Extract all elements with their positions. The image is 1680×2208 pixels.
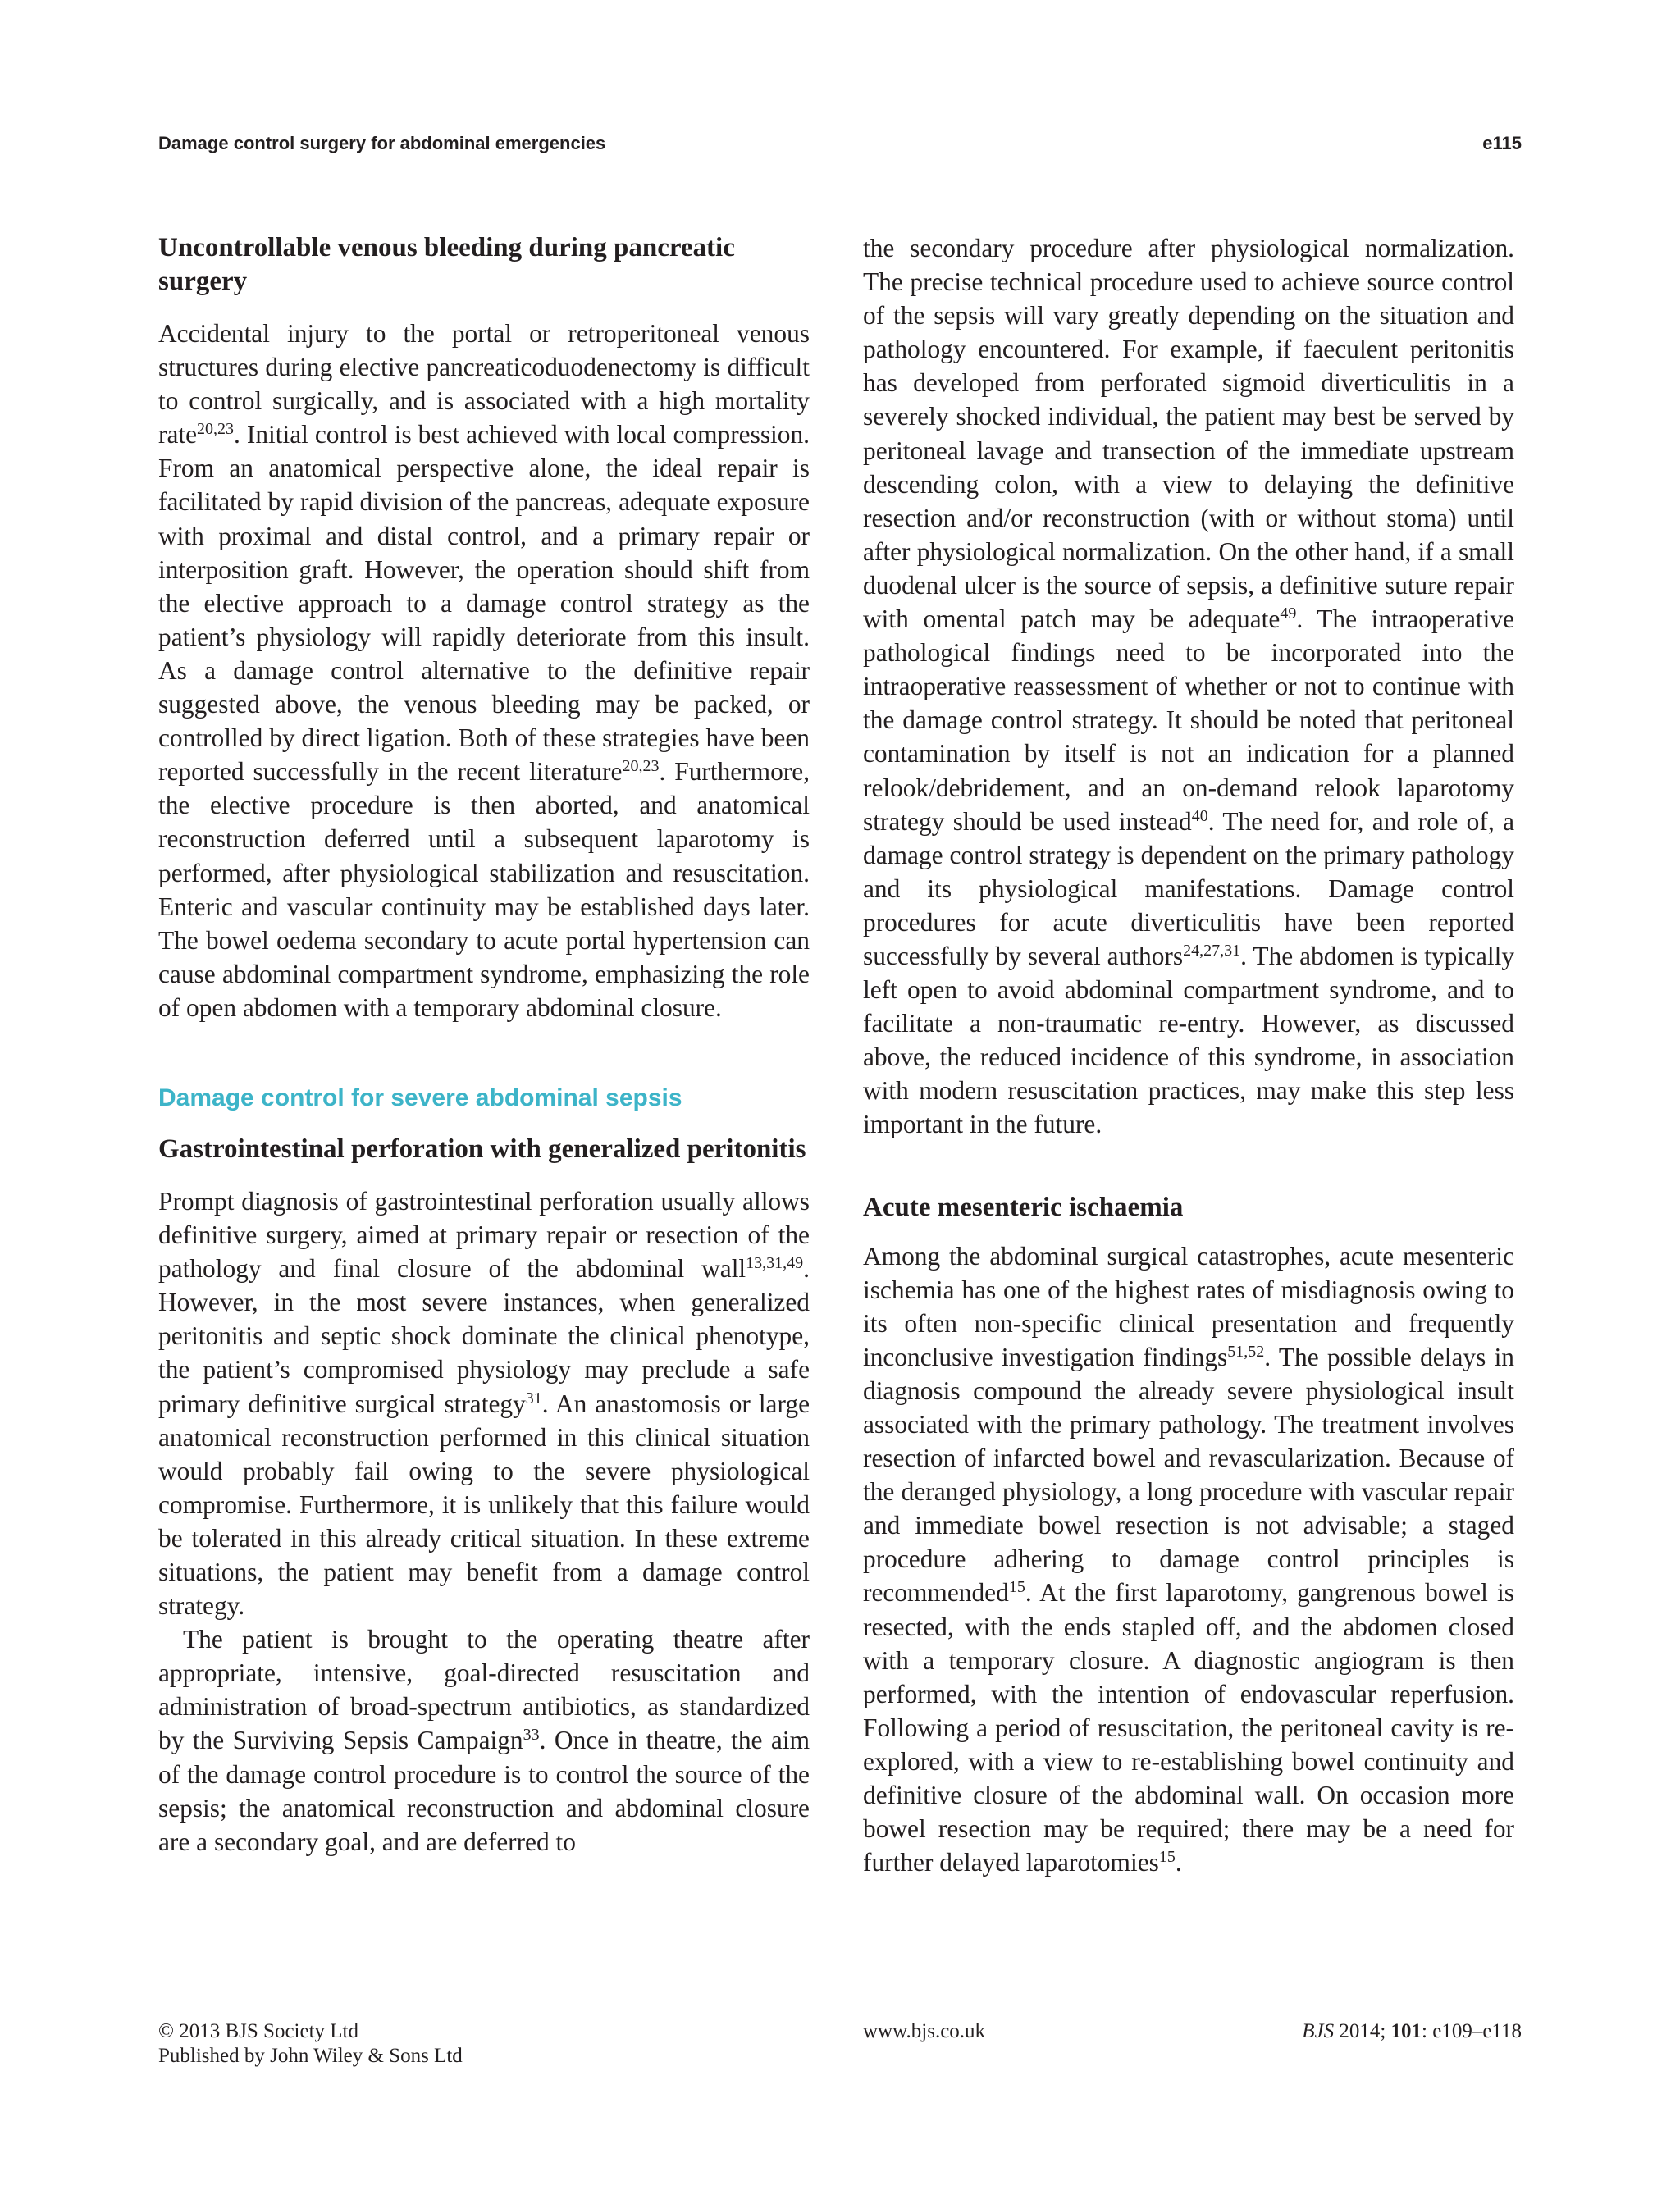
journal-year: 2014 bbox=[1339, 2020, 1381, 2042]
heading-gi-perforation: Gastrointestinal perforation with generalized peritonitis bbox=[158, 1134, 806, 1164]
right-column bbox=[863, 231, 1514, 1879]
journal-volume: 101 bbox=[1390, 2020, 1422, 2042]
paragraph-gi-perforation-1: Prompt diagnosis of gastrointestinal perforation usually allows definitive surgery, aimed at primary repair or resection of the pathology and final closure of the abdominal wall$^{13,31,49}$. However, in the most severe instances, when generalized peritonitis and septic shock dominate the clinical phenotype, the patient’s compromised physiology may preclude a safe primary definitive surgical strategy$^{31}$. An anastomosis or large anatomical reconstruction performed in this clinical situation would probably fail owing to the severe physiological compromise. Furthermore, it is unlikely that this failure would be tolerated in this already critical situation. In these extreme situations, the patient may benefit from a damage control strategy. bbox=[158, 1186, 810, 1621]
heading-venous-bleeding: Uncontrollable venous bleeding during pancreatic surgery bbox=[158, 233, 735, 296]
page-number: e115 bbox=[1482, 133, 1522, 153]
citation: 49 bbox=[1280, 604, 1297, 623]
paragraph-gi-perforation-2: The patient is brought to the operating theatre after appropriate, intensive, goal-directed resuscitation and administration of broad-spectrum antibiotics, as standardized by the Surviving Sepsis Campaign$^{33}$. Once in theatre, the aim of the damage control procedure is to control the source of the sepsis; the anatomical reconstruction and abdominal closure are a secondary goal, and are deferred to bbox=[158, 1625, 810, 1856]
citation: 24,27,31 bbox=[1183, 941, 1241, 960]
citation: 31 bbox=[525, 1389, 542, 1407]
journal-pages: e109–e118 bbox=[1432, 2020, 1522, 2042]
footer-copyright bbox=[158, 2019, 463, 2069]
citation: 40 bbox=[1191, 806, 1208, 825]
paragraph-mesenteric-ischaemia: Among the abdominal surgical catastrophes, acute mesenteric ischemia has one of the highest rates of misdiagnosis owing to its often non-specific clinical presentation and frequently inconclusive investigation findings$^{51,52}$. The possible delays in diagnosis compound the already severe physiological insult associated with the primary pathology. The treatment involves resection of infarcted bowel and revascularization. Because of the deranged physiology, a long procedure with vascular repair and immediate bowel resection is not advisable; a staged procedure adhering to damage control principles is recommended$^{15}$. At the first laparotomy, gangrenous bowel is resected, with the ends stapled off, and the abdomen closed with a temporary closure. A diagnostic angiogram is then performed, with the intention of endovascular reperfusion. Following a period of resuscitation, the peritoneal cavity is re-explored, with a view to re-establishing bowel continuity and definitive closure of the abdominal wall. On occasion more bowel resection may be required; there may be a need for further delayed laparotomies$^{15}$. bbox=[863, 1241, 1514, 1877]
heading-mesenteric-ischaemia: Acute mesenteric ischaemia bbox=[863, 1192, 1184, 1222]
running-head-title: Damage control surgery for abdominal emergencies bbox=[158, 133, 606, 153]
journal-name: BJS bbox=[1302, 2020, 1335, 2042]
citation: 15 bbox=[1158, 1848, 1176, 1867]
copyright-text: © 2013 BJS Society Ltd bbox=[158, 2020, 359, 2042]
citation: 15 bbox=[1008, 1578, 1025, 1597]
citation: 13,31,49 bbox=[746, 1254, 804, 1273]
footer-citation: BJS 2014; 101: e109–e118 bbox=[1302, 2020, 1522, 2042]
paragraph-source-control: the secondary procedure after physiological normalization. The precise technical procedure used to achieve source control of the sepsis will vary greatly depending on the situation and pathology encountered. For example, if faeculent peritonitis has developed from perforated sigmoid diverticulitis in a severely shocked individual, the patient may best be served by peritoneal lavage and transection of the immediate upstream descending colon, with a view to delaying the definitive resection and/or reconstruction (with or without stoma) until after physiological normalization. On the other hand, if a small duodenal ulcer is the source of sepsis, a definitive suture repair with omental patch may be adequate$^{49}$. The intraoperative pathological findings need to be incorporated into the intraoperative reassessment of whether or not to continue with the damage control strategy. It should be noted that peritoneal contamination by itself is not an indication for a planned relook/debridement, and an on-demand relook laparotomy strategy should be used instead$^{40}$. The need for, and role of, a damage control strategy is dependent on the primary pathology and its physiological manifestations. Damage control procedures for acute diverticulitis have been reported successfully by several authors$^{24,27,31}$. The abdomen is typically left open to avoid abdominal compartment syndrome, and to facilitate a non-traumatic re-entry. However, as discussed above, the reduced incidence of this syndrome, in association with modern resuscitation practices, may make this step less important in the future. bbox=[863, 234, 1515, 1139]
paragraph-venous-bleeding: Accidental injury to the portal or retroperitoneal venous structures during elective pancreaticoduodenectomy is difficult to control surgically, and is associated with a high mortality rate$^{20,23}$. Initial control is best achieved with local compression. From an anatomical perspective alone, the ideal repair is facilitated by rapid division of the pancreas, adequate exposure with proximal and distal control, and a primary repair or interposition graft. However, the operation should shift from the elective approach to a damage control strategy as the patient’s physiology will rapidly deteriorate from this insult. As a damage control alternative to the definitive repair suggested above, the venous bleeding may be packed, or controlled by direct ligation. Both of these strategies have been reported successfully in the recent literature$^{20,23}$. Furthermore, the elective procedure is then aborted, and anatomical reconstruction deferred until a subsequent laparotomy is performed, after physiological stabilization and resuscitation. Enteric and vascular continuity may be established days later. The bowel oedema secondary to acute portal hypertension can cause abdominal compartment syndrome, emphasizing the role of open abdomen with a temporary abdominal closure. bbox=[158, 319, 810, 1022]
publisher-text: Published by John Wiley & Sons Ltd bbox=[158, 2045, 463, 2067]
section-heading-sepsis: Damage control for severe abdominal sepsis bbox=[158, 1083, 682, 1111]
citation: 20,23 bbox=[622, 757, 660, 776]
footer-website: www.bjs.co.uk bbox=[863, 2020, 986, 2042]
left-column bbox=[158, 231, 810, 1859]
citation: 51,52 bbox=[1227, 1342, 1265, 1361]
citation: 20,23 bbox=[197, 420, 235, 439]
running-head bbox=[158, 133, 1522, 154]
citation: 33 bbox=[523, 1726, 540, 1745]
